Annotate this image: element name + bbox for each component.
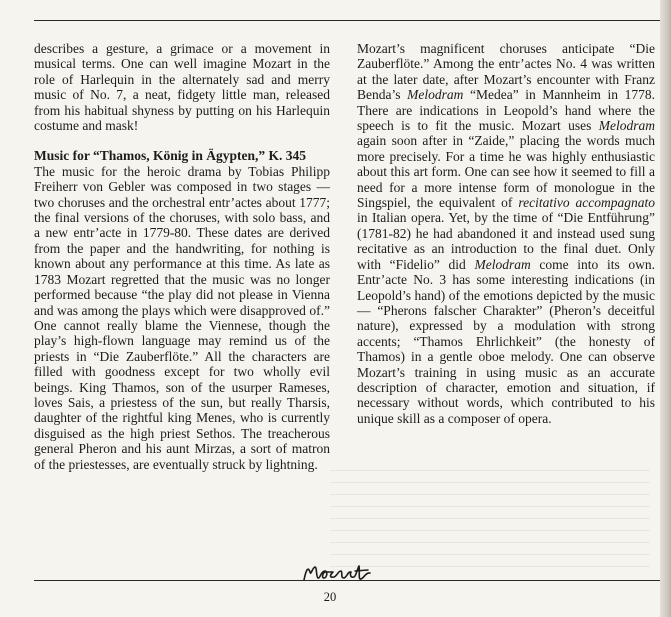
section-thamos: [34, 148, 330, 472]
show-through-texture: [330, 470, 650, 570]
italic-term: Melodram: [598, 118, 655, 134]
italic-term: Melodram: [407, 87, 464, 103]
text-segment: in Italian opera. Yet, by the time of “Die Entführung” (1781-82) he had abandoned it and instead used sung recitative as an introduction to the final duet. Only with “Fidelio” did: [357, 210, 655, 272]
text-segment: Mozart’s magnificent choruses anticipate “Die Zauberflöte.” Among the entr’actes No. 4 was written at the later date, after Mozart’s encounter with Franz Benda’s: [357, 41, 655, 103]
right-column: [357, 41, 655, 426]
left-column: [34, 41, 330, 472]
paragraph-thamos: The music for the heroic drama by Tobias Philipp Freiherr von Gebler was composed in two stages — two choruses and the orchestral entr’actes about 1777; the final versions of the choruses, with solo bass, and a new entr’acte in 1779-80. These dates are derived from the paper and the handwriting, for nothing is known about any performance at this time. As late as 1783 Mozart regretted that the music was no longer performed because “the play did not please in Vienna and was among the plays which were disapproved of.” One cannot really blame the Viennese, though the play’s high-flown language may remind us of the priests in “Die Zauberflöte.” All the characters are filled with goodness except for two wholly evil beings. King Thamos, son of the usurper Rameses, loves Sais, a priestess of the sun, but really Tharsis, daughter of the rightful king Menes, who is currently disguised as the high priest Sethos. The treacherous general Pheron and his aunt Mirzas, a sort of matron of the priestesses, are eventually struck by lightning.: [34, 163, 330, 472]
text-segment: “Medea” in Mannheim in 1778. There are indications in Leopold’s hand where the speech is to fit the music. Mozart uses: [357, 87, 655, 134]
section-heading: Music for “Thamos, König in Ägypten,” K. 345: [34, 148, 307, 164]
text-segment: again soon after in “Zaide,” placing the words much more precisely. For a time he was highly enthusiastic about this art form. One can see how it seemed to fill a need for a more intense form of monologue in the Singspiel, the equivalent of: [357, 133, 655, 211]
italic-term: Melodram: [474, 256, 531, 272]
text-segment: come into its own. Entr’acte No. 3 has some interesting indications (in Leopold’s hand) of the emotions depicted by the music — “Pherons falscher Charakter” (Pheron’s deceitful nature), expressed by a modulation with strong accents; “Thamos Ehrlichkeit” (the honesty of Thamos) in a gentle oboe melody. One can observe Mozart’s training in using music as an accurate description of character, emotion and situation, if necessary without words, which contributed to his unique skill as a composer of opera.: [357, 256, 655, 426]
paragraph-melodram: [357, 41, 655, 426]
bottom-rule: [34, 580, 660, 581]
mozart-signature: [300, 560, 390, 586]
page-edge-shadow: [660, 0, 671, 617]
page-number: 20: [323, 590, 337, 604]
italic-term: recitativo accompagnato: [518, 195, 655, 211]
paragraph-harlequin: describes a gesture, a grimace or a movement in musical terms. One can well imagine Mozart in the role of Harlequin in the alternately sad and merry music of No. 7, a neat, fidgety little man, released from his habitual shyness by putting on his Harlequin costume and mask!: [34, 41, 330, 134]
top-rule: [34, 20, 660, 21]
